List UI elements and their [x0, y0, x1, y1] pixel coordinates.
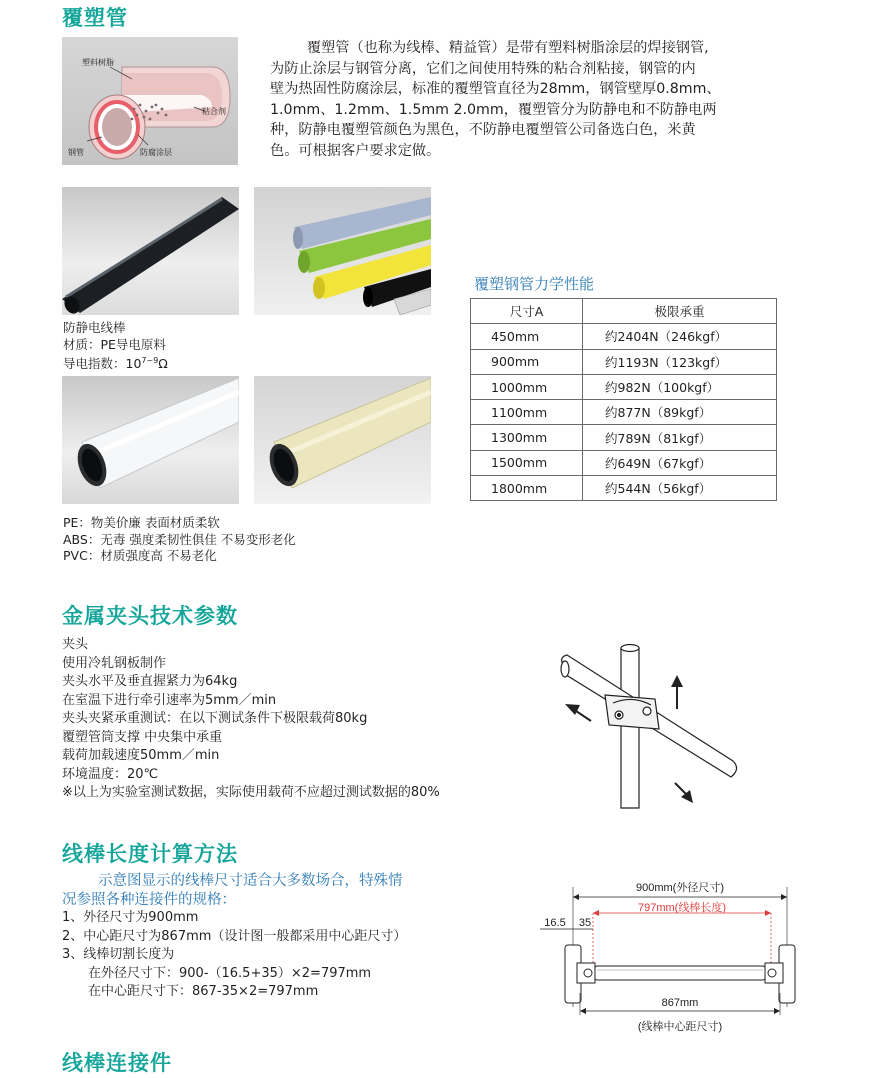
cut-length-label: 797mm(线棒长度) — [637, 902, 727, 914]
length-dimension-diagram — [535, 875, 820, 1040]
label-adhesive: 粘合剂 — [202, 107, 226, 116]
clamp-joint-diagram — [555, 643, 755, 813]
center-distance-label: 867mm — [661, 997, 699, 1009]
table-row — [471, 324, 777, 349]
cell-size: 1300mm — [471, 425, 583, 450]
clamp-line: 环境温度：20℃ — [62, 766, 159, 782]
length-lead-line: 况参照各种连接件的规格： — [62, 891, 236, 908]
length-method-text — [62, 872, 406, 1002]
antistatic-material: 材质：PE导电原料 — [63, 336, 166, 352]
white-pipe-photo — [62, 376, 239, 504]
intro-line: 1.0mm、1.2mm、1.5mm 2.0mm，覆塑管分为防静电和不防静电两 — [270, 101, 717, 118]
cell-load: 约2404N（246kgf） — [583, 324, 777, 349]
table-row — [471, 349, 777, 374]
intro-line: 壁为热固性防腐涂层，标准的覆塑管直径为28mm，钢管壁厚0.8mm、 — [270, 81, 721, 97]
beige-pipe-photo — [254, 376, 431, 504]
outer-dimension-label: 900mm(外径尺寸) — [635, 882, 725, 894]
cell-load: 约649N（67kgf） — [583, 450, 777, 475]
cell-load: 约789N（81kgf） — [583, 425, 777, 450]
cell-load: 约544N（56kgf） — [583, 476, 777, 501]
length-lead-line: 示意图显示的线棒尺寸适合大多数场合，特殊情 — [98, 873, 403, 889]
length-line: 3、线棒切割长度为 — [62, 947, 175, 962]
cell-size: 1800mm — [471, 476, 583, 501]
cell-size: 1000mm — [471, 374, 583, 399]
section-title-length: 线棒长度计算方法 — [62, 842, 238, 866]
cell-size: 1500mm — [471, 450, 583, 475]
intro-line: 为防止涂层与钢管分离，它们之间使用特殊的粘合剂粘接，钢管的内 — [270, 60, 696, 77]
coated-pipe-cross-section-diagram — [62, 37, 238, 165]
mechanical-properties-table — [470, 298, 777, 501]
antistatic-name: 防静电线棒 — [63, 320, 126, 335]
clamp-line: 使用冷轧钢板制作 — [62, 655, 167, 671]
length-line: 1、外径尺寸为900mm — [62, 910, 199, 925]
material-note: ABS：无毒 强度柔韧性俱佳 不易变形老化 — [63, 531, 296, 547]
label-resin: 塑料树脂 — [82, 58, 114, 67]
intro-line: 色。可根据客户要求定做。 — [270, 142, 441, 159]
cell-size: 450mm — [471, 324, 583, 349]
cell-load: 约982N（100kgf） — [583, 374, 777, 399]
coated-pipe-intro — [270, 38, 840, 161]
table-row — [471, 374, 777, 399]
section-title-connectors: 线棒连接件 — [62, 1051, 172, 1075]
material-notes — [63, 515, 296, 565]
clamp-line: ※以上为实验室测试数据，实际使用载荷不应超过测试数据的80% — [62, 785, 440, 800]
label-steel: 钢管 — [68, 148, 84, 157]
antistatic-caption — [63, 320, 168, 373]
mechanical-properties-title: 覆塑钢管力学性能 — [474, 275, 595, 293]
table-row — [471, 450, 777, 475]
cell-size: 1100mm — [471, 400, 583, 425]
cell-load: 约877N（89kgf） — [583, 400, 777, 425]
length-line: 2、中心距尺寸为867mm（设计图一般都采用中心距尺寸） — [62, 928, 407, 944]
label-anticorrosion: 防腐涂层 — [140, 148, 172, 157]
center-distance-note: (线棒中心距尺寸) — [637, 1021, 723, 1033]
clamp-line: 夹头水平及垂直握紧力为64kg — [62, 674, 238, 689]
clamp-line: 夹头 — [62, 637, 89, 652]
material-note: PE：物美价廉 表面材质柔软 — [63, 515, 220, 530]
header-load: 极限承重 — [583, 299, 777, 324]
clamp-line: 载荷加载速度50mm／min — [62, 748, 220, 763]
intro-line: 种，防静电覆塑管颜色为黑色，不防静电覆塑管公司备选白色，米黄 — [270, 122, 696, 138]
dim-35-label: 35 — [578, 917, 592, 929]
length-line: 在中心距尺寸下：867-35×2=797mm — [88, 984, 319, 999]
table-row — [471, 476, 777, 501]
antistatic-conductivity: 导电指数：$10^{7\sim 9}\Omega$ — [63, 356, 168, 372]
clamp-line: 覆塑管筒支撑 中央集中承重 — [62, 729, 223, 745]
header-size: 尺寸A — [471, 299, 583, 324]
table-header-row — [471, 299, 777, 324]
intro-line: 覆塑管（也称为线棒、精益管）是带有塑料树脂涂层的焊接钢管, — [306, 40, 709, 56]
section-title-coated-pipe: 覆塑管 — [62, 6, 128, 30]
clamp-spec-list — [62, 636, 440, 803]
section-title-clamp: 金属夹头技术参数 — [62, 604, 238, 628]
dim-16-5-label: 16.5 — [544, 917, 566, 929]
clamp-line: 在室温下进行牵引速率为5mm／min — [62, 692, 277, 708]
table-row — [471, 400, 777, 425]
material-note: PVC：材质强度高 不易老化 — [63, 548, 217, 563]
cell-load: 约1193N（123kgf） — [583, 349, 777, 374]
cell-size: 900mm — [471, 349, 583, 374]
clamp-line: 夹头夹紧承重测试：在以下测试条件下极限载荷80kg — [62, 711, 368, 726]
table-row — [471, 425, 777, 450]
colored-pipes-photo — [254, 187, 431, 315]
black-pipe-photo — [62, 187, 239, 315]
length-line: 在外径尺寸下：900-（16.5+35）×2=797mm — [88, 965, 372, 981]
